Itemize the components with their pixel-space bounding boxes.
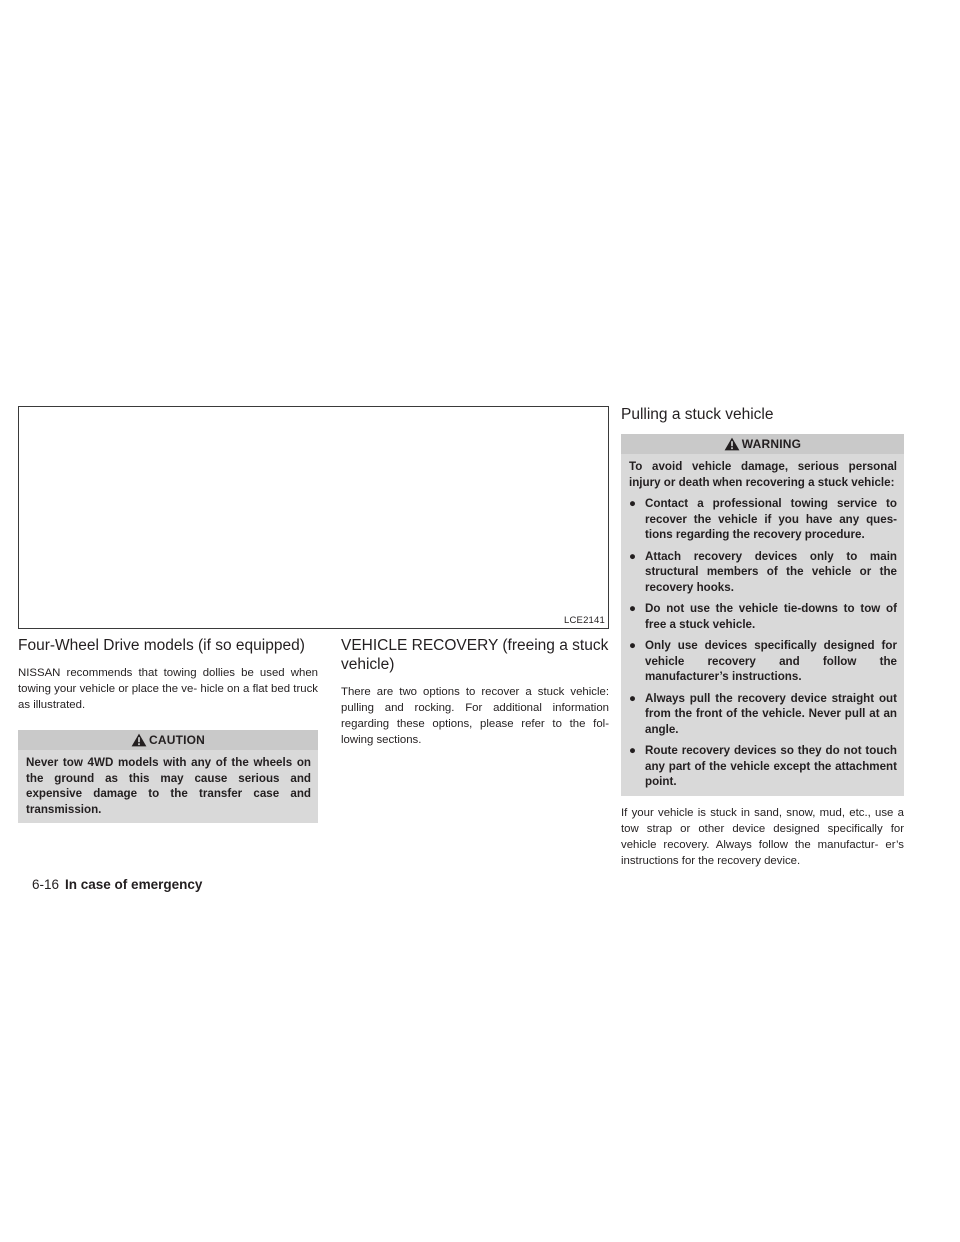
caution-title: CAUTION [148, 733, 206, 747]
section-heading-recovery: VEHICLE RECOVERY (freeing a stuck vehicle) [341, 637, 609, 673]
section-heading-4wd: Four-Wheel Drive models (if so equipped) [18, 637, 305, 654]
warning-bullet-text: Do not use the vehicle tie-downs to tow of free a stuck vehicle. [645, 602, 897, 631]
page-footer [32, 877, 202, 892]
bullet-mark: ● [629, 549, 637, 563]
warning-box [621, 434, 904, 796]
warning-triangle-icon [724, 437, 740, 451]
warning-bullet [629, 743, 897, 790]
bullet-mark: ● [629, 691, 637, 705]
warning-bullet-text: Only use devices specifically designed for vehicle recovery and follow the manufacturer’s instructions. [645, 639, 897, 683]
four-wheel-drive-section [18, 636, 318, 823]
bullet-mark: ● [629, 602, 637, 615]
vehicle-recovery-section [341, 636, 609, 748]
warning-bullet-text: Always pull the recovery device straight out from the front of the vehicle. Never pull at an angle. [645, 691, 897, 736]
caution-header [18, 730, 318, 750]
warning-header [621, 434, 904, 454]
warning-bullet [629, 638, 897, 685]
pulling-stuck-vehicle-section [621, 405, 904, 869]
warning-triangle-icon [131, 733, 147, 747]
section-title: In case of emergency [65, 877, 203, 892]
caution-text: Never tow 4WD models with any of the wheels on the ground as this may cause serious and expensive damage to the transfer case and transmission. [26, 756, 311, 816]
caution-box [18, 730, 318, 823]
paragraph-pulling: If your vehicle is stuck in sand, snow, mud, etc., use a tow strap or other device designed specifically for vehicle recovery. Always follow the manufactur- er’s instructions for the recovery device. [621, 806, 904, 867]
warning-title: WARNING [741, 437, 802, 451]
paragraph-4wd: NISSAN recommends that towing dollies be used when towing your vehicle or place the ve- hicle on a flat bed truck as illustrated. [18, 667, 318, 711]
bullet-mark: ● [629, 497, 637, 510]
warning-body [621, 454, 904, 796]
bullet-mark: ● [629, 639, 637, 652]
warning-bullet-text: Route recovery devices so they do not touch any part of the vehicle except the attachment point. [645, 744, 897, 788]
paragraph-recovery: There are two options to recover a stuck vehicle: pulling and rocking. For additional information regarding these options, please refer to the fol- lowing sections. [341, 686, 609, 746]
page-number: 6-16 [32, 877, 60, 892]
illustration-figure [18, 406, 609, 629]
figure-code: LCE2141 [563, 615, 605, 626]
warning-bullet [629, 496, 897, 543]
warning-bullet [629, 601, 897, 632]
warning-bullet-text: Contact a professional towing service to recover the vehicle if you have any ques- tions regarding the recovery procedure. [645, 497, 897, 541]
section-heading-pulling: Pulling a stuck vehicle [621, 406, 774, 423]
warning-bullet [629, 691, 897, 738]
warning-bullet-text: Attach recovery devices only to main structural members of the vehicle or the recovery hooks. [645, 549, 897, 594]
warning-bullet [629, 549, 897, 596]
bullet-mark: ● [629, 744, 637, 757]
warning-intro: To avoid vehicle damage, serious personal injury or death when recovering a stuck vehicle: [629, 460, 897, 489]
